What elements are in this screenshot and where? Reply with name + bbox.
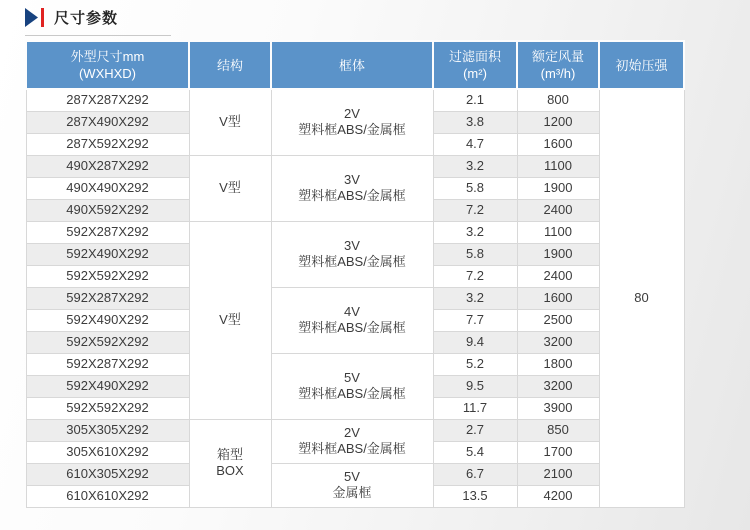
dimension-cell: 592X592X292 xyxy=(26,397,189,419)
dimension-cell: 305X305X292 xyxy=(26,419,189,441)
dimension-cell: 490X592X292 xyxy=(26,199,189,221)
dimension-cell: 610X610X292 xyxy=(26,485,189,507)
airflow-cell: 3900 xyxy=(517,397,599,419)
filter-area-cell: 3.2 xyxy=(433,155,517,177)
col-header-rated-airflow xyxy=(517,41,599,89)
airflow-cell: 1600 xyxy=(517,133,599,155)
filter-area-cell: 7.2 xyxy=(433,199,517,221)
dimension-cell: 610X305X292 xyxy=(26,463,189,485)
dimension-cell: 592X592X292 xyxy=(26,331,189,353)
header-line: 初始压强 xyxy=(615,57,668,73)
frame-cell: 2V 塑料框ABS/金属框 xyxy=(271,89,433,155)
filter-area-cell: 5.8 xyxy=(433,243,517,265)
airflow-cell: 1800 xyxy=(517,353,599,375)
dimension-cell: 592X287X292 xyxy=(26,221,189,243)
spec-table-body xyxy=(26,89,684,507)
airflow-cell: 1900 xyxy=(517,243,599,265)
filter-area-cell: 3.8 xyxy=(433,111,517,133)
filter-area-cell: 13.5 xyxy=(433,485,517,507)
airflow-cell: 850 xyxy=(517,419,599,441)
airflow-cell: 1100 xyxy=(517,221,599,243)
airflow-cell: 1900 xyxy=(517,177,599,199)
dimension-cell: 287X490X292 xyxy=(26,111,189,133)
table-row xyxy=(26,353,684,375)
table-row xyxy=(26,221,684,243)
table-row xyxy=(26,89,684,111)
header-line: 结构 xyxy=(216,57,243,73)
header-row xyxy=(26,41,684,89)
structure-cell: V型 xyxy=(189,155,271,221)
section-title-block xyxy=(25,7,171,36)
table-row xyxy=(26,463,684,485)
airflow-cell: 3200 xyxy=(517,375,599,397)
airflow-cell: 800 xyxy=(517,89,599,111)
col-header-initial-pressure xyxy=(599,41,684,89)
red-bar-icon xyxy=(41,8,44,27)
pressure-cell: 80 xyxy=(599,89,684,507)
airflow-cell: 2500 xyxy=(517,309,599,331)
structure-cell: V型 xyxy=(189,221,271,419)
dimension-cell: 592X490X292 xyxy=(26,243,189,265)
blue-triangle-icon xyxy=(25,8,38,27)
frame-cell: 4V 塑料框ABS/金属框 xyxy=(271,287,433,353)
filter-area-cell: 5.2 xyxy=(433,353,517,375)
header-line: 过滤面积 xyxy=(448,49,501,64)
header-line: (WXHXD) xyxy=(78,66,137,81)
header-line: (m³/h) xyxy=(540,66,576,81)
filter-area-cell: 9.4 xyxy=(433,331,517,353)
airflow-cell: 1200 xyxy=(517,111,599,133)
frame-cell: 5V 金属框 xyxy=(271,463,433,507)
dimension-cell: 287X287X292 xyxy=(26,89,189,111)
table-row xyxy=(26,287,684,309)
filter-area-cell: 7.7 xyxy=(433,309,517,331)
airflow-cell: 1600 xyxy=(517,287,599,309)
airflow-cell: 4200 xyxy=(517,485,599,507)
structure-cell: 箱型 BOX xyxy=(189,419,271,507)
page-title: 尺寸参数 xyxy=(54,10,119,27)
spec-table-header xyxy=(26,41,684,89)
col-header-frame xyxy=(271,41,433,89)
dimension-cell: 287X592X292 xyxy=(26,133,189,155)
dimension-cell: 490X287X292 xyxy=(26,155,189,177)
col-header-filter-area xyxy=(433,41,517,89)
filter-area-cell: 2.1 xyxy=(433,89,517,111)
filter-area-cell: 3.2 xyxy=(433,287,517,309)
filter-area-cell: 5.8 xyxy=(433,177,517,199)
airflow-cell: 2400 xyxy=(517,265,599,287)
dimension-cell: 592X490X292 xyxy=(26,375,189,397)
header-line: 额定风量 xyxy=(531,49,584,64)
filter-area-cell: 9.5 xyxy=(433,375,517,397)
airflow-cell: 3200 xyxy=(517,331,599,353)
col-header-dimensions xyxy=(26,41,189,89)
filter-area-cell: 5.4 xyxy=(433,441,517,463)
structure-cell: V型 xyxy=(189,89,271,155)
dimension-cell: 592X490X292 xyxy=(26,309,189,331)
header-line: 框体 xyxy=(338,57,365,73)
table-row xyxy=(26,419,684,441)
airflow-cell: 2400 xyxy=(517,199,599,221)
airflow-cell: 1700 xyxy=(517,441,599,463)
table-row xyxy=(26,155,684,177)
filter-area-cell: 4.7 xyxy=(433,133,517,155)
dimension-cell: 592X287X292 xyxy=(26,353,189,375)
spec-table xyxy=(25,40,685,508)
filter-area-cell: 7.2 xyxy=(433,265,517,287)
filter-area-cell: 3.2 xyxy=(433,221,517,243)
frame-cell: 2V 塑料框ABS/金属框 xyxy=(271,419,433,463)
dimension-cell: 305X610X292 xyxy=(26,441,189,463)
filter-area-cell: 6.7 xyxy=(433,463,517,485)
airflow-cell: 1100 xyxy=(517,155,599,177)
dimension-cell: 592X592X292 xyxy=(26,265,189,287)
col-header-structure xyxy=(189,41,271,89)
frame-cell: 3V 塑料框ABS/金属框 xyxy=(271,221,433,287)
header-line: 外型尺寸mm xyxy=(70,49,145,64)
filter-area-cell: 11.7 xyxy=(433,397,517,419)
header-line: (m²) xyxy=(463,66,487,81)
airflow-cell: 2100 xyxy=(517,463,599,485)
frame-cell: 5V 塑料框ABS/金属框 xyxy=(271,353,433,419)
filter-area-cell: 2.7 xyxy=(433,419,517,441)
frame-cell: 3V 塑料框ABS/金属框 xyxy=(271,155,433,221)
dimension-cell: 592X287X292 xyxy=(26,287,189,309)
dimension-cell: 490X490X292 xyxy=(26,177,189,199)
